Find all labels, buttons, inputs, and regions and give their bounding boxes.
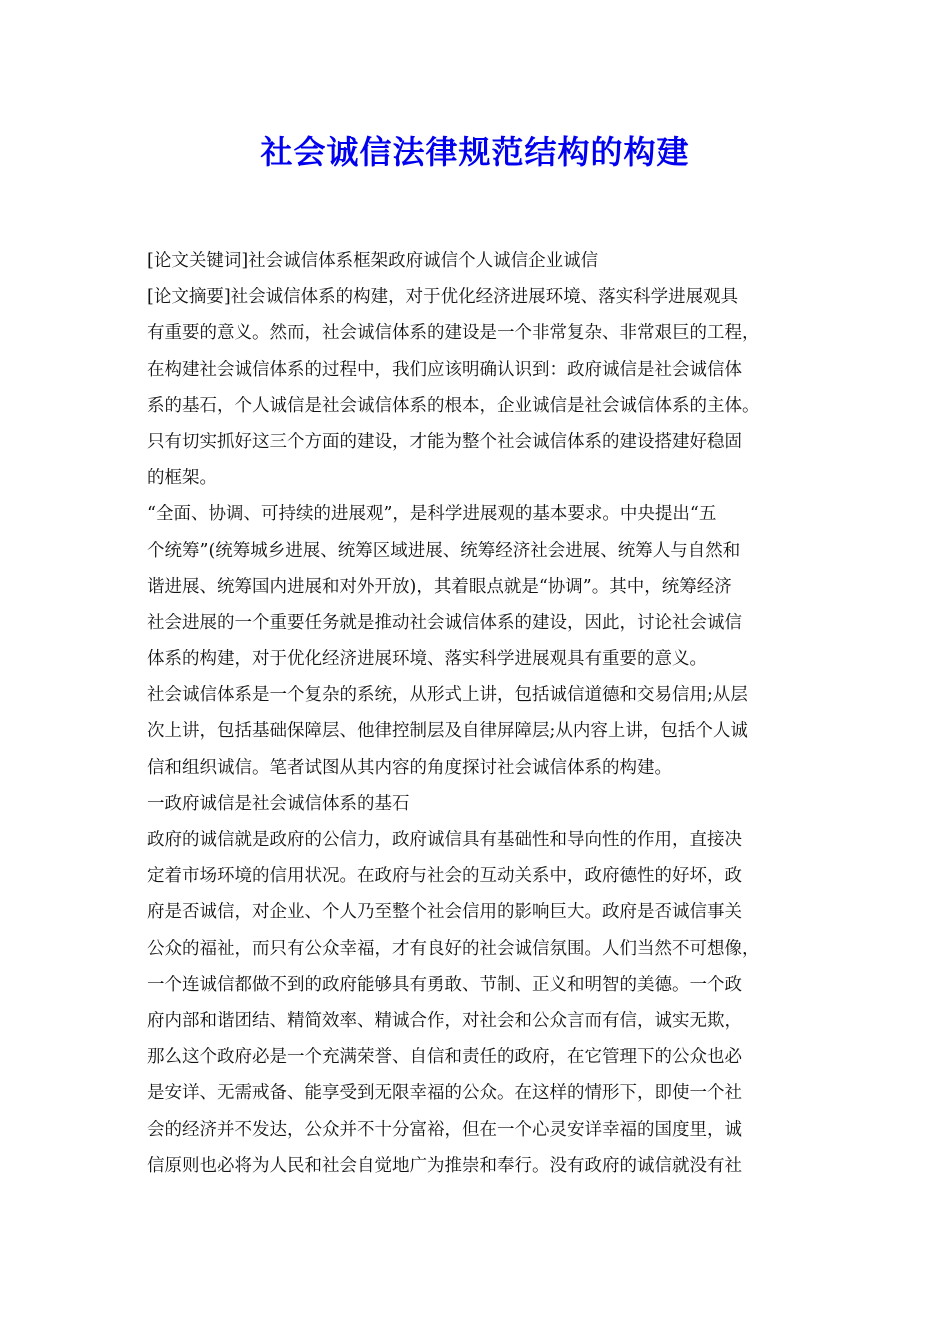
body-line: 只有切实抓好这三个方面的建设，才能为整个社会诚信体系的建设搭建好稳固 — [147, 431, 742, 452]
body-line: 那么这个政府必是一个充满荣誉、自信和责任的政府，在它管理下的公众也必 — [147, 1047, 742, 1068]
body-line: 政府的诚信就是政府的公信力，政府诚信具有基础性和导向性的作用，直接决 — [147, 830, 742, 850]
body-line: 定着市场环境的信用状况。在政府与社会的互动关系中，政府德性的好坏，政 — [147, 866, 742, 887]
document-body — [147, 243, 827, 1184]
section-heading: 一政府诚信是社会诚信体系的基石 — [147, 793, 410, 814]
body-line: 公众的福祉，而只有公众幸福，才有良好的社会诚信氛围。人们当然不可想像， — [147, 938, 760, 959]
body-line: 社会进展的一个重要任务就是推动社会诚信体系的建设，因此，讨论社会诚信 — [147, 612, 742, 633]
body-line: 信和组织诚信。笔者试图从其内容的角度探讨社会诚信体系的构建。 — [147, 757, 672, 778]
body-line: 府内部和谐团结、精简效率、精诚合作，对社会和公众言而有信，诚实无欺， — [147, 1010, 742, 1031]
body-line: 一个连诚信都做不到的政府能够具有勇敢、节制、正义和明智的美德。一个政 — [147, 974, 742, 995]
document-title: 社会诚信法律规范结构的构建 — [260, 133, 690, 171]
body-line: 社会诚信体系是一个复杂的系统，从形式上讲，包括诚信道德和交易信用;从层 — [147, 685, 748, 706]
body-line: [论文摘要]社会诚信体系的构建，对于优化经济进展环境、落实科学进展观具 — [147, 287, 739, 308]
body-line: 信原则也必将为人民和社会自觉地广为推崇和奉行。没有政府的诚信就没有社 — [147, 1155, 742, 1176]
body-line: 会的经济并不发达，公众并不十分富裕，但在一个心灵安详幸福的国度里，诚 — [147, 1119, 742, 1140]
body-line: 有重要的意义。然而，社会诚信体系的建设是一个非常复杂、非常艰巨的工程， — [147, 323, 760, 344]
body-line: 在构建社会诚信体系的过程中，我们应该明确认识到：政府诚信是社会诚信体 — [147, 359, 742, 380]
body-line: 府是否诚信，对企业、个人乃至整个社会信用的影响巨大。政府是否诚信事关 — [147, 902, 742, 923]
body-line: “全面、协调、可持续的进展观”，是科学进展观的基本要求。中央提出“五 — [147, 504, 717, 525]
body-line: 系的基石，个人诚信是社会诚信体系的根本，企业诚信是社会诚信体系的主体。 — [147, 395, 760, 416]
body-line: 是安详、无需戒备、能享受到无限幸福的公众。在这样的情形下，即使一个社 — [147, 1083, 742, 1104]
body-line: 次上讲，包括基础保障层、他律控制层及自律屏障层;从内容上讲，包括个人诚 — [147, 721, 748, 742]
body-line: [论文关键词]社会诚信体系框架政府诚信个人诚信企业诚信 — [147, 251, 599, 271]
body-line: 个统筹”(统筹城乡进展、统筹区域进展、统筹经济社会进展、统筹人与自然和 — [147, 540, 741, 561]
body-line: 体系的构建，对于优化经济进展环境、落实科学进展观具有重要的意义。 — [147, 649, 707, 670]
body-line: 谐进展、统筹国内进展和对外开放)，其着眼点就是“协调”。其中，统筹经济 — [147, 576, 732, 597]
body-line: 的框架。 — [147, 468, 217, 489]
